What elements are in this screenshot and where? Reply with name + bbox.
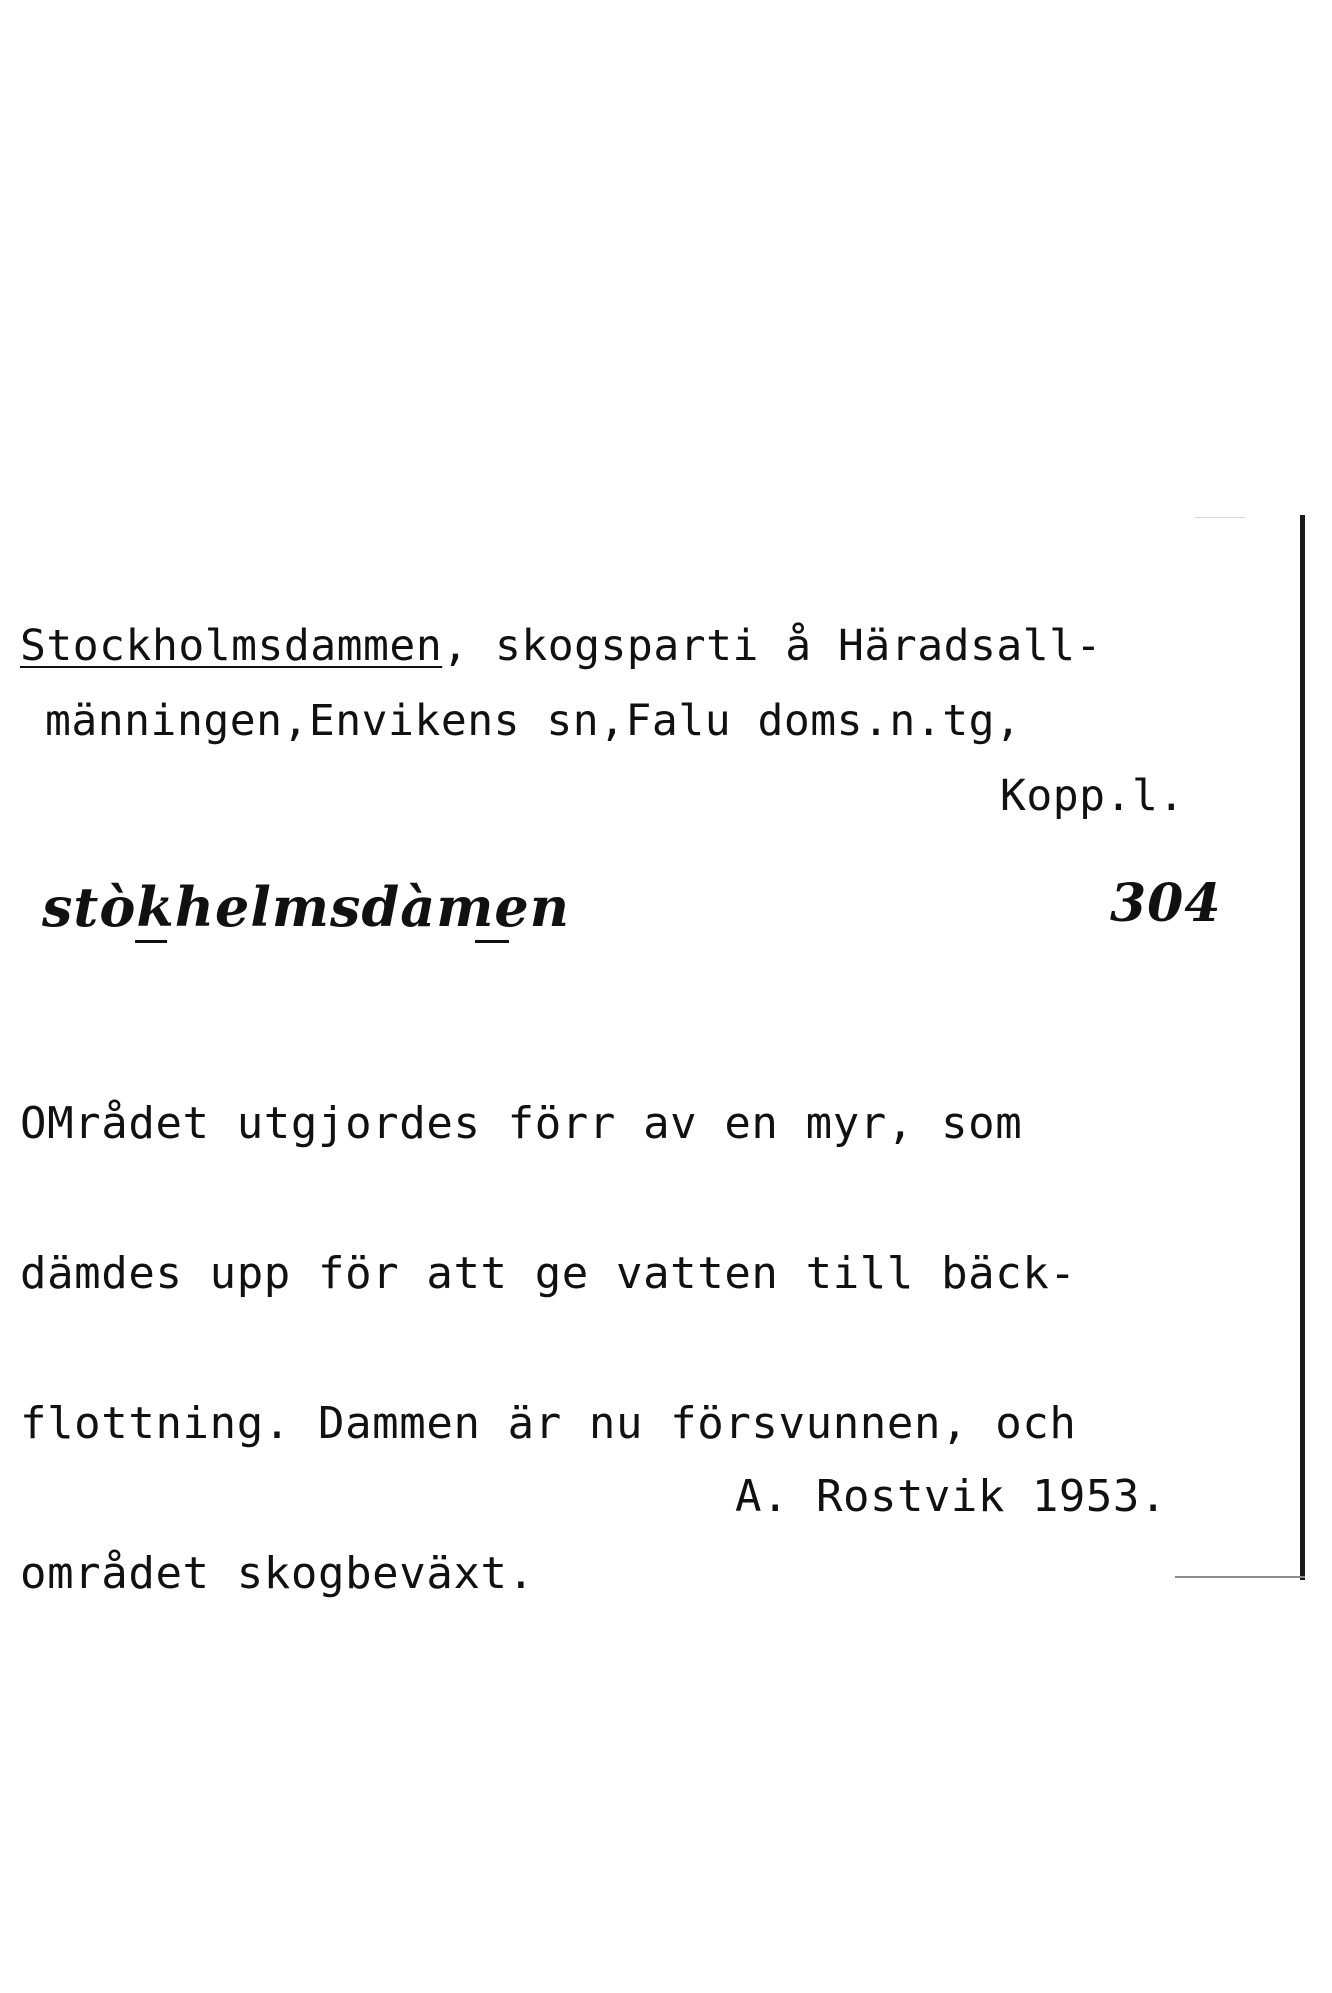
author-signature: A. Rostvik 1953. <box>735 1471 1167 1522</box>
description-line: området skogbeväxt. <box>20 1548 535 1599</box>
description-text <box>20 999 1077 1699</box>
card-right-border <box>1300 515 1305 1580</box>
place-name-title: Stockholmsdammen <box>20 621 443 671</box>
phonetic-underline-1 <box>135 940 167 943</box>
handwritten-card-number: 304 <box>1110 873 1222 934</box>
heading-line-3: Kopp.l. <box>1000 771 1185 821</box>
heading-line-1-rest: , skogsparti å Häradsall- <box>442 621 1102 671</box>
description-line: OMrådet utgjordes förr av en myr, som <box>20 1098 1023 1149</box>
heading-line-1 <box>20 621 1102 671</box>
heading-line-2: männingen,Envikens sn,Falu doms.n.tg, <box>45 696 1022 746</box>
description-line: dämdes upp för att ge vatten till bäck- <box>20 1248 1077 1299</box>
card-bottom-edge <box>1175 1576 1305 1578</box>
scan-artifact <box>1195 517 1245 518</box>
handwritten-phonetic-name: stòkhelmsdàmen <box>42 875 570 939</box>
phonetic-underline-2 <box>475 940 509 943</box>
description-line: flottning. Dammen är nu försvunnen, och <box>20 1398 1077 1449</box>
